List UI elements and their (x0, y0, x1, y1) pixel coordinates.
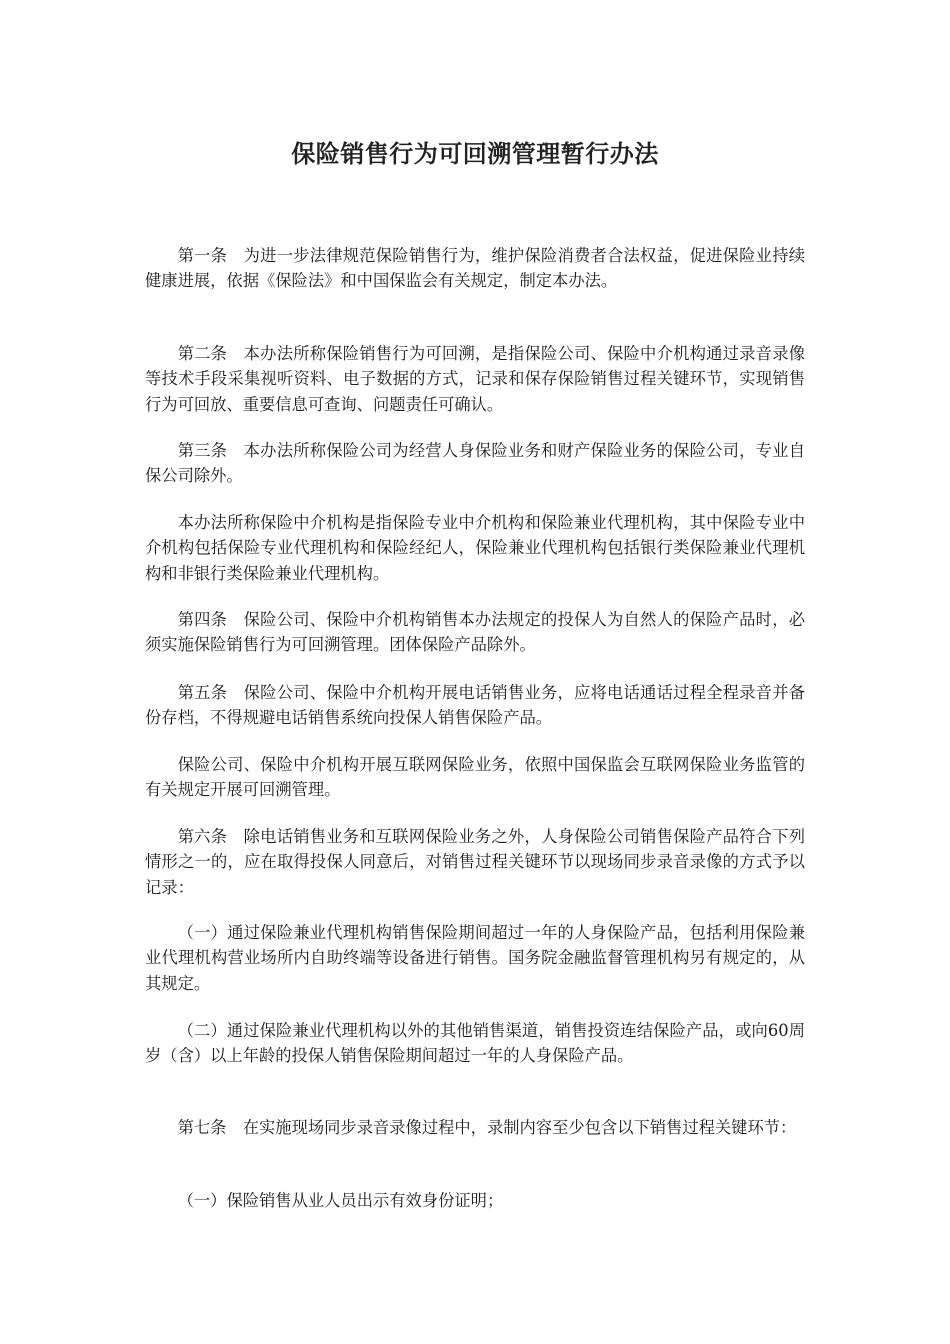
article-3-clause-paragraph: 本办法所称保险中介机构是指保险专业中介机构和保险兼业代理机构，其中保险专业中介机构包括保险专业代理机构和保险经纪人，保险兼业代理机构包括银行类保险兼业代理机构和非银行类保险兼业代理机构。 (145, 513, 805, 583)
article-6-item-1: （一）通过保险兼业代理机构销售保险期间超过一年的人身保险产品，包括利用保险兼业代理机构营业场所内自助终端等设备进行销售。国务院金融监督管理机构另有规定的，从其规定。 (145, 923, 805, 993)
article-4-paragraph: 第四条 保险公司、保险中介机构销售本办法规定的投保人为自然人的保险产品时，必须实施保险销售行为可回溯管理。团体保险产品除外。 (145, 610, 805, 655)
article-1-paragraph: 第一条 为进一步法律规范保险销售行为，维护保险消费者合法权益，促进保险业持续健康进展，依据《保险法》和中国保监会有关规定，制定本办法。 (145, 246, 805, 291)
article-7-item-1: （一）保险销售从业人员出示有效身份证明； (177, 1191, 504, 1210)
article-7-paragraph: 第七条 在实施现场同步录音录像过程中，录制内容至少包含以下销售过程关键环节： (177, 1118, 797, 1137)
article-2-paragraph: 第二条 本办法所称保险销售行为可回溯，是指保险公司、保险中介机构通过录音录像等技术手段采集视听资料、电子数据的方式，记录和保存保险销售过程关键环节，实现销售行为可回放、重要信息可查询、问题责任可确认。 (145, 344, 805, 414)
article-6-item-2: （二）通过保险兼业代理机构以外的其他销售渠道，销售投资连结保险产品，或向60周岁（含）以上年龄的投保人销售保险期间超过一年的人身保险产品。 (145, 1021, 805, 1066)
document-title: 保险销售行为可回溯管理暂行办法 (291, 140, 659, 168)
article-5-clause-paragraph: 保险公司、保险中介机构开展互联网保险业务，依照中国保监会互联网保险业务监管的有关规定开展可回溯管理。 (145, 755, 805, 800)
article-5-paragraph: 第五条 保险公司、保险中介机构开展电话销售业务，应将电话通话过程全程录音并备份存档，不得规避电话销售系统向投保人销售保险产品。 (145, 683, 805, 728)
article-6-paragraph: 第六条 除电话销售业务和互联网保险业务之外，人身保险公司销售保险产品符合下列情形之一的，应在取得投保人同意后，对销售过程关键环节以现场同步录音录像的方式予以记录： (145, 827, 805, 897)
article-3-paragraph: 第三条 本办法所称保险公司为经营人身保险业务和财产保险业务的保险公司，专业自保公司除外。 (145, 441, 805, 486)
